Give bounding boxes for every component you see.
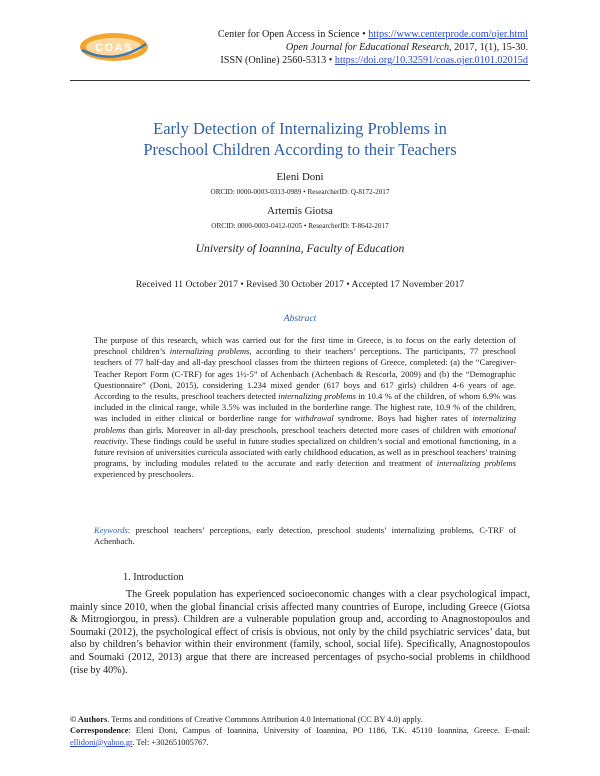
separator: • — [328, 55, 333, 66]
abstract-text: . These findings could be useful in future studies specialized on children’s social and emotional functioning, in a future revision of universities curricula associated with early childhood education, as well as in preschool teachers’ training programs, by including modules related to the accurate and early detection and treatment of — [94, 435, 516, 469]
author-name: Eleni Doni — [276, 171, 324, 183]
publisher-link[interactable]: https://www.centerprode.com/ojer.html — [368, 29, 528, 40]
abstract-text: than girls. Moreover in all-day preschools, preschool teachers detected more cases of children with — [125, 424, 482, 435]
telephone: . Tel: +302651005767. — [132, 737, 209, 747]
issn-line — [148, 54, 528, 67]
abstract-emphasis: internalizing problems — [169, 346, 250, 357]
keywords-text: : preschool teachers’ perceptions, early detection, preschool students’ internalizing problems, C-TRF of Achenbach. — [94, 525, 516, 547]
paper-title — [70, 118, 530, 160]
publisher-line — [148, 28, 528, 41]
title-line-2: Preschool Children According to their Teachers — [143, 140, 457, 159]
correspondence-text: : Eleni Doni, Campus of Ioannina, University of Ioannina, PO 1186, T.K. 45110 Ioannina, Greece. E-mail: — [128, 726, 530, 736]
title-line-1: Early Detection of Internalizing Problems in — [153, 119, 447, 138]
header-divider — [70, 80, 530, 81]
abstract-text: syndrome. Boys had higher rates of — [333, 413, 473, 424]
coas-logo — [78, 30, 150, 64]
abstract-emphasis: withdrawal — [294, 413, 334, 424]
affiliation: University of Ioannina, Faculty of Education — [195, 242, 405, 255]
keywords — [94, 525, 516, 547]
author-ids: ORCID: 0000-0003-0313-0989 • ResearcherID: Q-8172-2017 — [210, 188, 390, 196]
logo-text: COAS — [95, 42, 133, 54]
issn: ISSN (Online) 2560-5313 — [220, 55, 327, 66]
publisher-name: Center for Open Access in Science — [217, 29, 360, 40]
separator: • — [362, 29, 366, 40]
authors-label: © Authors — [70, 715, 108, 724]
author-name: Artemis Giotsa — [267, 205, 333, 217]
submission-dates: Received 11 October 2017 • Revised 30 October 2017 • Accepted 17 November 2017 — [135, 279, 465, 290]
email-link[interactable]: ellidoni@yahoo.gr — [70, 737, 133, 747]
abstract-text: The purpose of this research, which was carried out for the first time in Greece, is to focus on the early detection of preschool children’s — [94, 335, 516, 357]
abstract-text: , according to their teachers’ perceptions. The participants, 77 preschool teachers of 77 half-day and all-day preschool classes from the thirteen regions of Greece, completed: (a) the “Caregiver-Teacher Report Form (C-TRF) for ages 1½-5” of Achenbach (Achenbach & Rescorla, 2009) and (b) the “Demographic Questionnaire” (Doni, 2015), considering 1.234 mixed gender (617 boys and 617 girls) children 4-6 years of age. According to the results, preschool teachers detected — [94, 346, 516, 402]
abstract-emphasis: internalizing problems — [436, 458, 516, 469]
journal-issue: , 2017, 1(1), 15-30. — [449, 42, 528, 53]
license-footer — [70, 714, 530, 748]
journal-line — [148, 41, 528, 54]
abstract-text: in 10.4 % of the children, of whom 6.9% was included in the clinical range, while 3.5% was included in the borderline range. The highest rate, 10.9 % of the children, was included in either clinical or borderline range for — [94, 391, 517, 424]
abstract-body — [94, 335, 516, 481]
license-text: . Terms and conditions of Creative Commons Attribution 4.0 International (CC BY 4.0) apply. — [107, 715, 423, 724]
section-heading: 1. Introduction — [123, 572, 184, 583]
abstract-heading: Abstract — [283, 313, 317, 324]
correspondence-label: Correspondence — [70, 726, 129, 736]
journal-name: Open Journal for Educational Research — [285, 42, 450, 53]
abstract-emphasis: emotional reactivity — [94, 424, 516, 446]
keywords-label: Keywords — [94, 525, 128, 535]
doi-link[interactable]: https://doi.org/10.32591/coas.ojer.0101.02015d — [334, 55, 528, 66]
journal-header — [148, 28, 528, 67]
author-ids: ORCID: 0000-0003-0412-0205 • ResearcherID: T-8642-2017 — [211, 222, 389, 230]
abstract-text: experienced by preschoolers. — [94, 469, 194, 480]
abstract-emphasis: internalizing problems — [278, 391, 356, 402]
section-body: The Greek population has experienced socioeconomic changes with a clear psychological impact, mainly since 2010, when the global financial crisis affected many countries of Europe, including Greece (Giotsa & Mitrogiorgou, in press). Children are a vulnerable population group and, according to Anagnostopoulos and Soumaki (2012), the psychological effect of crisis is obvious, not only by the child psychiatric services’ data, but also by children’s behavior within their environment (family, school, social life). Specifically, Anagnostopoulos and Soumaki (2012, 2013) argue that there are increased percentages of psycho-social problems in childhood (rise by 40%). — [70, 589, 530, 676]
abstract-emphasis: internalizing problems — [94, 413, 516, 435]
